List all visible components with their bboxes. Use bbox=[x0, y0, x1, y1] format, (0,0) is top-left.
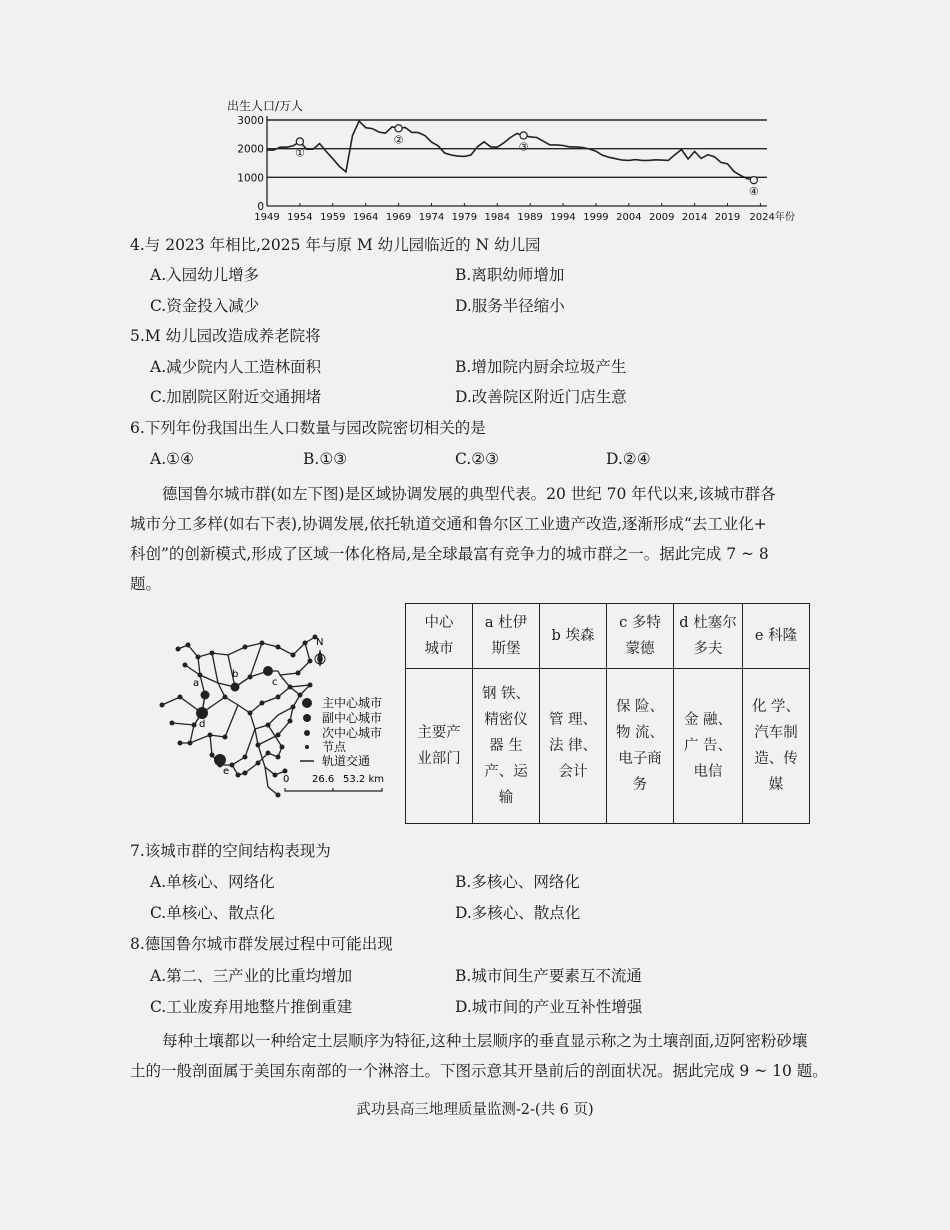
table-head-d: d 杜塞尔 多夫 bbox=[674, 604, 743, 669]
north-label: N bbox=[316, 637, 324, 648]
birth-population-chart bbox=[215, 92, 805, 227]
q4-option-d: D.服务半径缩小 bbox=[455, 297, 565, 315]
table-header-label: 中心 城市 bbox=[406, 604, 473, 669]
table-cell-e: 化 学、 汽车制 造、传 媒 bbox=[743, 669, 810, 824]
chart-marker-point bbox=[520, 132, 527, 139]
table-head-b: b 埃森 bbox=[540, 604, 607, 669]
legend-sub-center: 副中心城市 bbox=[322, 711, 383, 725]
legend-rail: 轨道交通 bbox=[322, 754, 371, 768]
city-e-marker bbox=[214, 754, 226, 766]
chart-marker-point bbox=[296, 138, 303, 145]
scale-0: 0 bbox=[283, 774, 290, 785]
chart-x-tick-label: 1979 bbox=[451, 212, 478, 223]
table-cell-a: 钢 铁、 精密仪 器 生 产、运 输 bbox=[473, 669, 540, 824]
q6-option-c: C.②③ bbox=[455, 450, 500, 468]
q8-option-a: A.第二、三产业的比重均增加 bbox=[150, 967, 353, 985]
soil-passage-line-2: 土的一般剖面属于美国东南部的一个淋溶土。下图示意其开垦前后的剖面状况。据此完成 9 ~ 10 题。 bbox=[130, 1062, 828, 1080]
table-cell-b: 管 理、 法 律、 会计 bbox=[540, 669, 607, 824]
q4-option-a: A.入园幼儿增多 bbox=[150, 266, 260, 284]
city-label-a: a bbox=[193, 678, 200, 689]
chart-x-tick-label: 1969 bbox=[385, 212, 412, 223]
table-head-a: a 杜伊 斯堡 bbox=[473, 604, 540, 669]
city-label-b: b bbox=[232, 669, 239, 680]
ruhr-passage-line-1: 德国鲁尔城市群(如左下图)是区域协调发展的典型代表。20 世纪 70 年代以来,该城市群各 bbox=[162, 485, 776, 503]
chart-marker-point bbox=[750, 177, 757, 184]
chart-x-tick-label: 1964 bbox=[352, 212, 379, 223]
scale-mid: 26.6 bbox=[312, 774, 335, 785]
chart-marker-label: ④ bbox=[748, 185, 759, 199]
question-6-stem: 6.下列年份我国出生人口数量与园改院密切相关的是 bbox=[130, 419, 486, 437]
q4-option-c: C.资金投入减少 bbox=[150, 297, 260, 315]
chart-y-tick-label: 3000 bbox=[237, 115, 264, 127]
legend-secondary-center: 次中心城市 bbox=[322, 726, 383, 740]
q5-option-b: B.增加院内厨余垃圾产生 bbox=[455, 358, 627, 376]
birth-population-line bbox=[267, 121, 754, 180]
chart-x-tick-label: 1974 bbox=[418, 212, 445, 223]
legend-main-center: 主中心城市 bbox=[322, 696, 383, 710]
table-header-row bbox=[406, 604, 810, 669]
table-head-e: e 科隆 bbox=[743, 604, 810, 669]
q8-option-d: D.城市间的产业互补性增强 bbox=[455, 998, 643, 1016]
ruhr-passage-line-3: 科创”的创新模式,形成了区域一体化格局,是全球最富有竞争力的城市群之一。据此完成 7 ~ 8 bbox=[130, 545, 769, 563]
map-legend bbox=[300, 695, 382, 768]
map-scale-bar bbox=[283, 774, 384, 791]
chart-x-tick-label: 1949 bbox=[254, 212, 280, 223]
question-5-stem: 5.M 幼儿园改造成养老院将 bbox=[130, 327, 321, 345]
q7-option-c: C.单核心、散点化 bbox=[150, 904, 275, 922]
ruhr-passage-line-4: 题。 bbox=[130, 575, 162, 593]
chart-x-tick-label: 1984 bbox=[484, 212, 510, 223]
q8-option-b: B.城市间生产要素互不流通 bbox=[455, 967, 642, 985]
chart-x-tick-label: 2019 bbox=[714, 212, 741, 223]
table-cell-c: 保 险、 物 流、 电子商 务 bbox=[607, 669, 674, 824]
city-d-marker bbox=[196, 707, 208, 719]
chart-y-tick-label: 0 bbox=[257, 201, 264, 213]
question-7-stem: 7.该城市群的空间结构表现为 bbox=[130, 842, 331, 860]
q7-option-b: B.多核心、网络化 bbox=[455, 873, 580, 891]
chart-y-tick-label: 2000 bbox=[237, 143, 264, 156]
chart-marker-label: ① bbox=[294, 146, 305, 160]
chart-marker-point bbox=[395, 125, 402, 132]
city-b-marker bbox=[231, 683, 240, 692]
legend-node: 节点 bbox=[322, 740, 347, 754]
chart-x-tick-label: 2004 bbox=[616, 212, 642, 223]
city-a-marker bbox=[201, 691, 210, 700]
chart-x-tick-label: 1999 bbox=[583, 212, 609, 223]
rail-network bbox=[162, 637, 315, 795]
scale-end: 53.2 km bbox=[343, 774, 384, 785]
table-cell-d: 金 融、 广 告、 电信 bbox=[674, 669, 743, 824]
table-body-row bbox=[406, 669, 810, 824]
city-c-marker bbox=[263, 666, 273, 676]
ruhr-city-table bbox=[405, 603, 810, 824]
north-arrow-icon bbox=[315, 637, 325, 667]
chart-x-tick-label: 1994 bbox=[550, 212, 576, 223]
chart-marker-label: ② bbox=[393, 133, 404, 147]
chart-x-tick-label: 2024年份 bbox=[749, 212, 795, 223]
question-8-stem: 8.德国鲁尔城市群发展过程中可能出现 bbox=[130, 935, 393, 953]
page-footer: 武功县高三地理质量监测-2-(共 6 页) bbox=[356, 1102, 594, 1118]
table-head-c: c 多特 蒙德 bbox=[607, 604, 674, 669]
chart-y-tick-label: 1000 bbox=[237, 172, 264, 185]
chart-x-tick-label: 1989 bbox=[517, 212, 543, 223]
q6-option-b: B.①③ bbox=[303, 450, 348, 468]
ruhr-city-network-map bbox=[150, 625, 400, 800]
soil-passage-line-1: 每种土壤都以一种给定土层顺序为特征,这种土层顺序的垂直显示称之为土壤剖面,迈阿密粉砂壤 bbox=[162, 1032, 808, 1050]
chart-x-tick-label: 2009 bbox=[649, 212, 675, 223]
q8-option-c: C.工业废弃用地整片推倒重建 bbox=[150, 998, 353, 1016]
chart-x-tick-label: 2014 bbox=[681, 212, 708, 223]
q5-option-a: A.减少院内人工造林面积 bbox=[150, 358, 322, 376]
question-4-stem: 4.与 2023 年相比,2025 年与原 M 幼儿园临近的 N 幼儿园 bbox=[130, 236, 541, 254]
q7-option-a: A.单核心、网络化 bbox=[150, 873, 275, 891]
q7-option-d: D.多核心、散点化 bbox=[455, 904, 581, 922]
chart-ylabel: 出生人口/万人 bbox=[227, 99, 304, 113]
city-label-c: c bbox=[272, 677, 278, 688]
q5-option-c: C.加剧院区附近交通拥堵 bbox=[150, 388, 322, 406]
q6-option-a: A.①④ bbox=[150, 450, 194, 468]
map-nodes bbox=[160, 635, 318, 798]
q6-option-d: D.②④ bbox=[606, 450, 651, 468]
city-label-e: e bbox=[223, 766, 230, 777]
chart-x-tick-label: 1954 bbox=[287, 212, 313, 223]
ruhr-passage-line-2: 城市分工多样(如右下表),协调发展,依托轨道交通和鲁尔区工业遗产改造,逐渐形成“去工业化+ bbox=[130, 515, 767, 533]
soil-passage bbox=[130, 1026, 830, 1086]
q4-option-b: B.离职幼师增加 bbox=[455, 266, 565, 284]
table-row-label: 主要产 业部门 bbox=[406, 669, 473, 824]
ruhr-passage bbox=[130, 479, 830, 599]
q5-option-d: D.改善院区附近门店生意 bbox=[455, 388, 627, 406]
chart-marker-label: ③ bbox=[518, 140, 529, 154]
city-label-d: d bbox=[199, 719, 206, 730]
chart-x-tick-label: 1959 bbox=[320, 212, 346, 223]
